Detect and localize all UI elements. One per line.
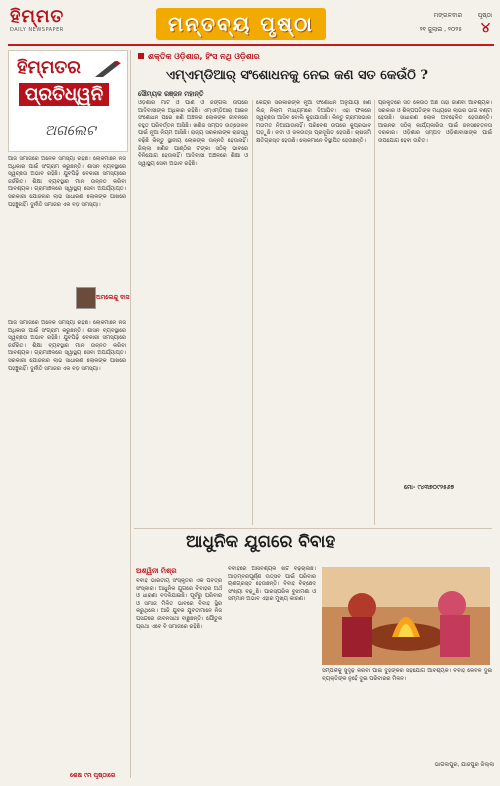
article2-col3-text: ସମ୍ପର୍କକୁ ସୁଦୃଢ଼ କରିବା ପାଇଁ ଦୁହିଁଙ୍କର ସହଯୋଗ ଆବଶ୍ୟକ। ବିବାହ କେବଳ ଦୁଇ ବ୍ୟକ୍ତିଙ୍କ ନୁହେଁ ଦୁଇ ପରିବାରର ମିଳନ। bbox=[322, 668, 492, 682]
lead-col1-text: ଓଡ଼ିଶାର ମାଟି ଓ ପାଣି ଓ ଜଙ୍ଗଲ ଉପରେ ଆଦିବାସୀଙ୍କ ଅଧିକାର ରହିଛି। ଏମ୍‌ଏମ୍‌ଡିଆର୍‌ ଆଇନ ସଂଶୋଧନ ପରେ ଖଣି ଅଞ୍ଚଳର ଲୋକଙ୍କ ଜୀବନରେ ବହୁତ ପରିବର୍ତ୍ତନ ଆସିଛି। ଖଣିଜ ସମ୍ପଦ ଉତ୍ତୋଳନ ପାଇଁ ନୂଆ ନିୟମ ଆସିଛି। ରାଜ୍ୟ ସରକାରଙ୍କ ରାଜସ୍ୱ ବଢ଼ିଛି କିନ୍ତୁ ସ୍ଥାନୀୟ ଲୋକଙ୍କ ଉନ୍ନତି ହେଉନାହିଁ। ଜିଲ୍ଲା ଖଣିଜ ପାଣ୍ଠିର ଟଙ୍କା ସଠିକ୍‌ ଭାବରେ ବିନିଯୋଗ ହେଉନାହିଁ। ଆଦିବାସୀ ଅଞ୍ଚଳରେ ଶିକ୍ଷା ଓ ସ୍ୱାସ୍ଥ୍ୟ ସେବା ଅଭାବ ରହିଛି। bbox=[138, 100, 248, 167]
column-divider bbox=[374, 100, 375, 525]
page-label: ପୃଷ୍ଠା bbox=[477, 12, 492, 19]
lead-column-2 bbox=[256, 100, 371, 525]
article2-column-1 bbox=[136, 578, 222, 778]
page-number: ୪ bbox=[481, 20, 490, 36]
lead-contact: ମୋ- ୯୪୩୭୦୯୨୫୬୭ bbox=[404, 484, 455, 491]
article2-column-2 bbox=[228, 566, 316, 778]
newspaper-logo[interactable] bbox=[10, 6, 80, 42]
lead-headline[interactable]: ଏମ୍‌ଏମ୍‌ଡିଆର୍‌ ସଂଶୋଧନକୁ ନେଇ କଣ ସତ କେଉଁଠି ? bbox=[166, 68, 428, 83]
masthead-rule bbox=[8, 44, 494, 46]
article2-address: ଭାଗଲପୁର, ଯାଜପୁର ଜିଲ୍ଲା bbox=[434, 762, 494, 768]
article2-column-3 bbox=[322, 668, 492, 760]
author-avatar bbox=[76, 287, 96, 309]
lead-col3-text: ପ୍ରକୃତରେ ସତ କେଉଁଠି ଅଛି ତାହା ଜାଣିବା ଆବଶ୍ୟକ। ସରକାର ଓ ଶିଳ୍ପପତିଙ୍କ ମଧ୍ୟରେ ଲାଭର ଭାଗ ବଣ୍ଟା ହେଉଛି। ସାଧାରଣ ଲୋକ ଅବହେଳିତ ହେଉଛନ୍ତି। ଆଇନର ସଠିକ୍‌ କାର୍ଯ୍ୟକାରିତା ପାଇଁ ଜନସଚେତନତା ଦରକାର। ଓଡ଼ିଶାର ସମ୍ପଦ ଓଡ଼ିଶାବାସୀଙ୍କ ପାଇଁ ଉପଯୋଗ ହେବା ଉଚିତ। bbox=[378, 100, 492, 144]
continued-on-page[interactable]: ଶେଷ ୯ମ ପୃଷ୍ଠାରେ bbox=[70, 772, 116, 779]
column-brand-box bbox=[8, 50, 128, 152]
section-title: ମନ୍ତବ୍ୟ ପୃଷ୍ଠା bbox=[168, 12, 314, 36]
column-brand-line2: ପ୍ରତିଧ୍ୱନି bbox=[19, 83, 109, 106]
lead-column-1 bbox=[138, 100, 248, 525]
lead-byline: ସୌମ୍ୟକ ରଞ୍ଜନ ମହାନ୍ତି bbox=[138, 90, 204, 98]
column-divider bbox=[130, 50, 131, 778]
pen-nib-icon bbox=[93, 57, 123, 79]
edition-day: ମଙ୍ଗଳବାର bbox=[433, 12, 462, 19]
brand-name: ହିମ୍ମତ bbox=[10, 6, 65, 27]
article2-title[interactable]: ଆଧୁନିକ ଯୁଗରେ ବିବାହ bbox=[186, 532, 336, 552]
left-col-text: ଆଜି ସମାଜରେ ଅନେକ ସମସ୍ୟା ରହିଛି। ଲୋକମାନେ ନିଜ ଅଧିକାର ପାଇଁ ସଂଗ୍ରାମ କରୁଛନ୍ତି। ଶାସନ ବ୍ୟବସ୍ଥାରେ ସ୍ୱଚ୍ଛତା ଅଭାବ ରହିଛି। ଯୁବପିଢ଼ି ବେକାରୀ ସମସ୍ୟାରେ ଜର୍ଜରିତ। ଶିକ୍ଷା ବ୍ୟବସ୍ଥାର ମାନ ଉନ୍ନତ କରିବା ଆବଶ୍ୟକ। ଗ୍ରାମାଞ୍ଚଳରେ ସ୍ୱାସ୍ଥ୍ୟ ସେବା ଅପର୍ଯ୍ୟାପ୍ତ। ସରକାରୀ ଯୋଜନାର ଲାଭ ସାଧାରଣ ଲୋକଙ୍କ ପାଖରେ ପହଞ୍ଚୁନାହିଁ। ଦୁର୍ନୀତି ସମାଜର ଏକ ବଡ଼ ସମସ୍ୟା। bbox=[8, 156, 126, 208]
column-divider bbox=[252, 100, 253, 525]
section-banner bbox=[156, 8, 326, 40]
lead-column-3 bbox=[378, 100, 492, 480]
section-divider bbox=[134, 528, 492, 529]
article2-col2-text: ବିବାହରେ ଅନାବଶ୍ୟକ ଖର୍ଚ୍ଚ ବଢ଼ିଚାଲିଛି। ଆଡ଼ମ୍ବରପୂର୍ଣ୍ଣ ଉତ୍ସବ ପାଇଁ ପରିବାର ଋଣଗ୍ରସ୍ତ ହେଉଛନ୍ତି। ବିବାହ ବିଚ୍ଛେଦ ସଂଖ୍ୟା ବଢ଼ୁଛି। ପାରସ୍ପରିକ ବୁଝାମଣା ଓ ସମ୍ମାନ ଅଭାବ ଏହାର ମୁଖ୍ୟ କାରଣ। bbox=[228, 566, 316, 603]
edition-meta bbox=[324, 10, 494, 38]
left-column-top bbox=[8, 156, 126, 282]
column-brand-line1: ହିମ୍ମତର bbox=[17, 57, 81, 78]
column-brand-line3: ଅଗଲେଟ bbox=[45, 123, 96, 139]
left-col-text-cont: ଆଜି ସମାଜରେ ଅନେକ ସମସ୍ୟା ରହିଛି। ଲୋକମାନେ ନିଜ ଅଧିକାର ପାଇଁ ସଂଗ୍ରାମ କରୁଛନ୍ତି। ଶାସନ ବ୍ୟବସ୍ଥାରେ ସ୍ୱଚ୍ଛତା ଅଭାବ ରହିଛି। ଯୁବପିଢ଼ି ବେକାରୀ ସମସ୍ୟାରେ ଜର୍ଜରିତ। ଶିକ୍ଷା ବ୍ୟବସ୍ଥାର ମାନ ଉନ୍ନତ କରିବା ଆବଶ୍ୟକ। ଗ୍ରାମାଞ୍ଚଳରେ ସ୍ୱାସ୍ଥ୍ୟ ସେବା ଅପର୍ଯ୍ୟାପ୍ତ। ସରକାରୀ ଯୋଜନାର ଲାଭ ସାଧାରଣ ଲୋକଙ୍କ ପାଖରେ ପହଞ୍ଚୁନାହିଁ। ଦୁର୍ନୀତି ସମାଜର ଏକ ବଡ଼ ସମସ୍ୟା। bbox=[8, 320, 126, 372]
left-column-author: ଅମଲେନ୍ଦୁ ଦାସ bbox=[96, 294, 130, 301]
wedding-ritual-photo bbox=[322, 567, 490, 665]
brand-tagline: DAILY NEWSPAPER bbox=[10, 27, 64, 33]
lead-kicker-text: ଶକ୍ତିକ ଓଡ଼ିଶାର, ହିଂସ ନଥି ଓଡ଼ିଶାର bbox=[148, 52, 260, 61]
edition-date: ୨୧ ଜୁଲାଇ , ୨୦୨୫ bbox=[419, 26, 462, 33]
left-column-bottom bbox=[8, 320, 126, 768]
masthead bbox=[8, 4, 494, 48]
article2-author: ଅଶ୍ୱିନୀ ମିଶ୍ର bbox=[136, 567, 177, 575]
article2-col1-text: ବିବାହ ଭାରତୀୟ ସଂସ୍କୃତିର ଏକ ପବିତ୍ର ସଂସ୍କାର। ଆଧୁନିକ ଯୁଗରେ ବିବାହର ଅର୍ଥ ଓ ଧାରଣା ବଦଳିଯାଇଛି। ପୂର୍ବରୁ ପରିବାର ଓ ସମାଜ ମିଳିତ ଭାବରେ ବିବାହ ସ୍ଥିର କରୁଥିଲେ। ଆଜି ଯୁବକ ଯୁବତୀମାନେ ନିଜ ପସନ୍ଦରେ ଜୀବନସାଥୀ ବାଛୁଛନ୍ତି। ଯୌତୁକ ପ୍ରଥା ଏବେ ବି ସମାଜରେ ରହିଛି। bbox=[136, 578, 222, 630]
lead-kicker bbox=[138, 52, 260, 62]
lead-col2-text: କେନ୍ଦ୍ର ସରକାରଙ୍କ ନୂଆ ସଂଶୋଧନ ଅନୁଯାୟୀ ଖଣି ଲିଜ୍‌ ନିଲାମ ମାଧ୍ୟମରେ ଦିଆଯିବ। ଏହା ଫଳରେ ସ୍ୱଚ୍ଛତା ଆସିବ ବୋଲି କୁହାଯାଉଛି। କିନ୍ତୁ ଗ୍ରାମସଭାର ମତାମତ ନିଆଯାଉନାହିଁ। ପରିବେଶ ଉପରେ କୁପ୍ରଭାବ ପଡ଼ୁଛି। ନଦୀ ଓ ଜଳଉତ୍ସ ପ୍ରଦୂଷିତ ହେଉଛି। ଚାଷଜମି କ୍ଷତିଗ୍ରସ୍ତ ହେଉଛି। ଲୋକମାନେ ବିସ୍ଥାପିତ ହେଉଛନ୍ତି। bbox=[256, 100, 371, 144]
bullet-square-icon bbox=[138, 53, 144, 59]
